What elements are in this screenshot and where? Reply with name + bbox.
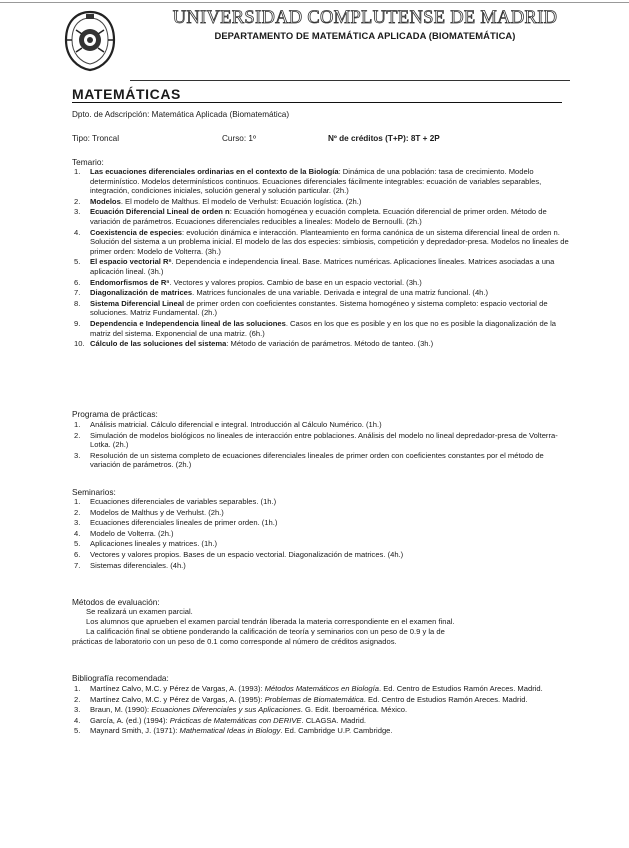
bibliografia-list (74, 684, 574, 737)
credits-value: 8T + 2P (410, 134, 440, 143)
topic-title: Cálculo de las soluciones del sistema (90, 339, 227, 349)
list-number: 9. (74, 318, 81, 328)
temario-item (74, 257, 574, 276)
topic-text: : Dinámica de una población: tasa de crecimiento. Modelo determinístico. Modelos determinísticos continuos. Ecuaciones diferenciales fácilmente integrables: ecuación de variables separables, integración, condiciones iniciales, solución general y solución particular. (2h.) (90, 167, 542, 196)
assignment-label: Dpto. de Adscripción: (72, 110, 150, 119)
bibliography-item (74, 726, 574, 736)
list-content (90, 705, 574, 715)
practicas-list (74, 420, 574, 471)
bib-title: Prácticas de Matemáticas con DERIVE (169, 715, 302, 725)
bib-year: (1971): (151, 726, 180, 736)
seminario-text: Sistemas diferenciales. (4h.) (90, 560, 186, 570)
bib-rest: . Ed. Centro de Estudios Ramón Areces. Madrid. (378, 684, 543, 693)
list-number: 1. (74, 684, 81, 693)
temario-item (74, 278, 574, 288)
seminario-item (74, 518, 574, 528)
evaluacion-line: Los alumnos que aprueben el examen parcial tendrán liberada la materia correspondiente en el examen final. (86, 617, 455, 626)
practica-text: Análisis matricial. Cálculo diferencial e integral. Introducción al Cálculo Numérico. (1h.) (90, 420, 382, 429)
bib-title: Ecuaciones Diferenciales y sus Aplicaciones (151, 705, 301, 715)
evaluacion-line: La calificación final se obtiene ponderando la calificación de teoría y seminarios con un peso de 0.9 y la de (86, 627, 445, 636)
topic-text: . Dependencia e independencia lineal. Base. Matrices numéricas. Aplicaciones lineales. Matrices asociadas a una aplicación lineal. (3h.) (90, 257, 555, 276)
practicas-heading: Programa de prácticas: (72, 409, 158, 419)
list-number: 7. (74, 288, 81, 298)
list-number: 10. (74, 339, 85, 349)
bib-rest: . Ed. Centro de Estudios Ramón Areces. Madrid. (363, 694, 528, 704)
bib-authors: Martínez Calvo, M.C. y Pérez de Vargas, A. (90, 694, 237, 704)
bib-rest: . Ed. Cambridge U.P. Cambridge. (280, 726, 393, 736)
topic-text: : evolución dinámica e interacción. Planteamiento en forma canónica de un sistema diferencial lineal de orden n. Solución del sistema a un problema inicial. El modelo de las dos especies: simbiosis, competición y depredador-presa. Modelos no lineales de primer orden: Modelo de Volterra. (3h.) (90, 227, 569, 256)
list-content (90, 539, 574, 549)
topic-title: Endomorfismos de Rⁿ (90, 277, 170, 287)
list-content (90, 497, 574, 507)
seminario-text: Ecuaciones diferenciales de variables separables. (1h.) (90, 497, 277, 506)
temario-list (74, 167, 574, 350)
evaluacion-heading: Métodos de evaluación: (72, 597, 160, 607)
practica-text: Simulación de modelos biológicos no lineales de interacción entre poblaciones. Análisis del modelo no lineal depredador-presa de Volterra-Lotka. (2h.) (90, 430, 558, 450)
list-content (90, 339, 574, 349)
list-content (90, 684, 574, 694)
evaluacion-body (72, 607, 572, 647)
seminario-item (74, 550, 574, 560)
topic-title: Diagonalización de matrices (90, 288, 193, 298)
bib-title: Mathematical Ideas in Biology (179, 726, 281, 736)
seminario-item (74, 539, 574, 549)
list-number: 6. (74, 549, 81, 559)
list-content (90, 695, 574, 705)
temario-item (74, 228, 574, 257)
title-underline (72, 102, 562, 103)
seminario-text: Vectores y valores propios. Bases de un espacio vectorial. Diagonalización de matrices. (4h.) (90, 549, 404, 559)
list-number: 4. (74, 528, 81, 538)
university-name: UNIVERSIDAD COMPLUTENSE DE MADRID (172, 8, 558, 28)
bibliography-item (74, 705, 574, 715)
subject-type (72, 134, 119, 145)
list-number: 2. (74, 430, 81, 440)
list-content (90, 518, 574, 528)
temario-item (74, 167, 574, 196)
list-number: 5. (74, 257, 81, 267)
list-content (90, 550, 574, 560)
evaluacion-line: Se realizará un examen parcial. (86, 607, 193, 616)
list-number: 8. (74, 298, 81, 308)
bib-year: (1993): (236, 684, 265, 693)
list-number: 2. (74, 694, 81, 704)
list-content (90, 197, 574, 207)
subject-course (222, 134, 256, 145)
list-content (90, 299, 574, 318)
seminario-item (74, 497, 574, 507)
topic-text: . Matrices funcionales de una variable. Derivada e integral de una matriz funcional. (4h.) (192, 288, 489, 298)
temario-item (74, 197, 574, 207)
list-content (90, 278, 574, 288)
temario-item (74, 299, 574, 318)
topic-title: Ecuación Diferencial Lineal de orden n (90, 207, 230, 217)
list-number: 1. (74, 497, 81, 506)
list-content (90, 431, 574, 450)
subject-title: MATEMÁTICAS (72, 86, 181, 102)
temario-item (74, 207, 574, 226)
topic-text: : Ecuación homogénea y ecuación completa. Ecuación diferencial de primer orden. Método de variación de parámetros. Ecuaciones diferenciales reducibles a lineales: Modelo de Bernoulli. (2h.) (90, 207, 547, 226)
department-name: DEPARTAMENTO DE MATEMÁTICA APLICADA (BIOMATEMÁTICA) (214, 30, 516, 41)
list-number: 2. (74, 196, 81, 206)
topic-title: El espacio vectorial Rⁿ (90, 257, 172, 267)
top-border-line (0, 2, 629, 3)
list-content (90, 228, 574, 257)
bibliography-item (74, 695, 574, 705)
list-number: 2. (74, 507, 81, 517)
bib-authors: García, A. (ed.) (90, 715, 142, 725)
seminarios-heading: Seminarios: (72, 487, 116, 497)
bib-title: Problemas de Biomatemática (264, 694, 364, 704)
topic-title: Modelos (90, 196, 121, 206)
practica-item (74, 420, 574, 430)
list-content (90, 508, 574, 518)
seminario-text: Modelo de Volterra. (2h.) (90, 528, 174, 538)
list-number: 1. (74, 167, 81, 176)
list-content (90, 207, 574, 226)
seminario-item (74, 561, 574, 571)
seminarios-list (74, 497, 574, 571)
seminario-text: Modelos de Malthus y de Verhulst. (2h.) (90, 507, 224, 517)
list-number: 6. (74, 277, 81, 287)
course-value: 1º (248, 134, 256, 143)
bib-title: Métodos Matemáticos en Biología (264, 684, 379, 693)
list-content (90, 561, 574, 571)
list-content (90, 726, 574, 736)
bib-authors: Maynard Smith, J. (90, 726, 152, 736)
evaluacion-line: prácticas de laboratorio con un peso de 0.1 como corresponde al número de créditos asignados. (72, 637, 397, 646)
practica-text: Resolución de un sistema completo de ecuaciones diferenciales lineales de primer orden con coeficientes constantes por el método de variación de parámetros. (2h.) (90, 450, 544, 470)
seminario-item (74, 508, 574, 518)
list-content (90, 420, 574, 430)
list-content (90, 288, 574, 298)
seminario-item (74, 529, 574, 539)
bib-year: (1994): (141, 715, 170, 725)
header-divider (130, 80, 570, 81)
topic-title: Sistema Diferencial Lineal (90, 298, 185, 308)
credits-label: Nº de créditos (T+P): (328, 134, 409, 143)
course-label: Curso: (222, 134, 247, 143)
seminario-text: Ecuaciones diferenciales lineales de primer orden. (1h.) (90, 518, 278, 528)
topic-title: Las ecuaciones diferenciales ordinarias en el contexto de la Biología (90, 167, 339, 176)
list-number: 4. (74, 715, 81, 725)
topic-title: Dependencia e Independencia lineal de las soluciones (90, 318, 286, 328)
topic-text: . Casos en los que es posible y en los que no es posible la diagonalización de la matriz del sistema. Exponencial de una matriz. (6h.) (90, 318, 557, 338)
university-seal-logo (62, 10, 118, 72)
bib-rest: . CLAGSA. Madrid. (301, 715, 367, 725)
list-content (90, 529, 574, 539)
list-number: 5. (74, 726, 81, 736)
assignment-value: Matemática Aplicada (Biomatemática) (151, 110, 290, 119)
list-number: 3. (74, 450, 81, 460)
type-value: Troncal (92, 134, 120, 143)
list-number: 3. (74, 518, 81, 528)
list-content (90, 167, 574, 196)
list-content (90, 451, 574, 470)
type-label: Tipo: (72, 134, 90, 143)
list-number: 4. (74, 227, 81, 237)
bib-year: (1995): (236, 694, 265, 704)
topic-text: . El modelo de Malthus. El modelo de Verhulst: Ecuación logística. (2h.) (120, 196, 362, 206)
bib-authors: Martínez Calvo, M.C. y Pérez de Vargas, A. (90, 684, 237, 693)
bibliography-item (74, 716, 574, 726)
list-number: 1. (74, 420, 81, 429)
topic-text: . Vectores y valores propios. Cambio de base en un espacio vectorial. (3h.) (169, 277, 422, 287)
list-number: 3. (74, 207, 81, 217)
temario-item (74, 288, 574, 298)
topic-text: : Método de variación de parámetros. Método de tanteo. (3h.) (226, 339, 434, 349)
list-number: 3. (74, 705, 81, 715)
list-content (90, 716, 574, 726)
bib-year: (1990): (122, 705, 152, 715)
bib-authors: Braun, M. (90, 705, 123, 715)
subject-credits (328, 134, 440, 145)
temario-heading: Temario: (72, 157, 104, 167)
list-content (90, 257, 574, 276)
temario-item (74, 319, 574, 338)
temario-item (74, 339, 574, 349)
bib-rest: . G. Edit. Iberoamérica. México. (300, 705, 408, 715)
list-number: 7. (74, 560, 81, 570)
bibliografia-heading: Bibliografía recomendada: (72, 673, 169, 683)
bibliography-item (74, 684, 574, 694)
list-number: 5. (74, 539, 81, 549)
topic-text: de primer orden con coeficientes constantes. Sistema homogéneo y sistema completo: espacio vectorial de soluciones. Matriz Fundamental. (2h.) (90, 298, 548, 318)
practica-item (74, 431, 574, 450)
list-content (90, 319, 574, 338)
topic-title: Coexistencia de especies (90, 227, 183, 237)
seminario-text: Aplicaciones lineales y matrices. (1h.) (90, 539, 218, 549)
department-assignment (72, 110, 289, 121)
practica-item (74, 451, 574, 470)
